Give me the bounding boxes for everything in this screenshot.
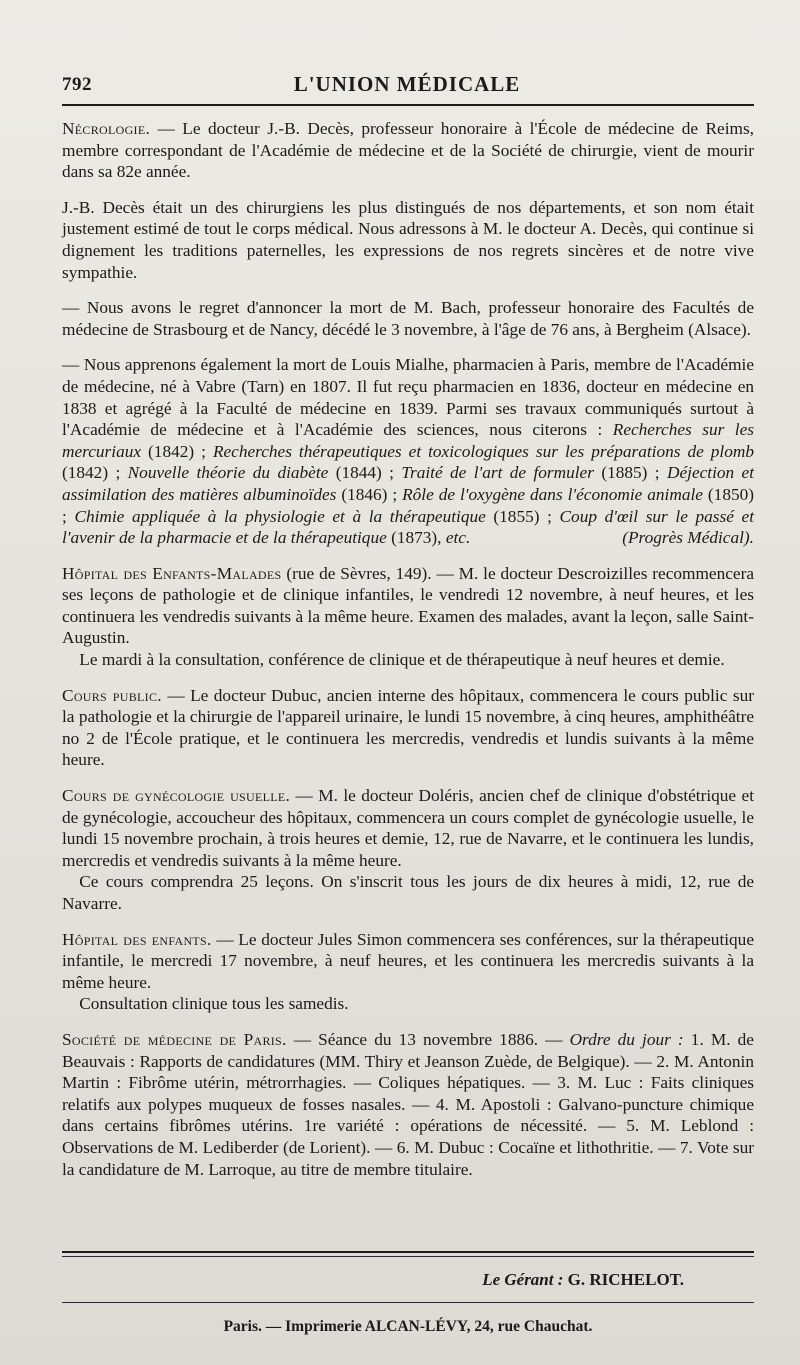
bach-text: — Nous avons le regret d'annoncer la mort de M. Bach, professeur honoraire des Facultés de médecine de Strasbourg et de Nancy, décédé le 3 novembre, à l'âge de 76 ans, à Bergheim (Alsace). [62,298,754,339]
societe-intro: — Séance du 13 novembre 1886. — [293,1029,563,1049]
gynecologie-text-2: Ce cours comprendra 25 leçons. On s'inscrit tous les jours de dix heures à midi, 12, rue de Navarre. [62,872,754,913]
footer-rule-top [62,1251,754,1253]
gynecologie-paragraph-2 [62,871,754,914]
work-year: (1873), [391,528,442,548]
hopital-enfants-text: — Le docteur Jules Simon commencera ses conférences, sur la thérapeutique infantile, le mercredi 17 novembre, à neuf heures, et les continuera les mercredis suivants à la même heure. [62,929,754,992]
enfants-malades-paragraph [62,563,754,649]
ordre-du-jour: Ordre du jour : [569,1029,684,1049]
enfants-malades-label: Hôpital des Enfants-Malades [62,563,282,583]
gynecologie-label: Cours de gynécologie usuelle. [62,786,291,806]
enfants-malades-paragraph-2 [62,649,754,671]
work-title: Coup d'œil sur le passé et l'avenir de la pharmacie et de la thérapeutique [62,506,754,548]
mialhe-paragraph [62,354,754,548]
work-title: Rôle de l'oxygène dans l'économie animale [402,484,703,504]
cours-public-label: Cours public. [62,685,162,705]
necrologie-paragraph-2 [62,197,754,283]
running-head [62,70,752,102]
work-title: Recherches thérapeutiques et toxicologiques sur les préparations de plomb [212,441,754,461]
footer-rule-bottom [62,1302,754,1303]
necrologie-paragraph [62,118,754,183]
work-title: Chimie appliquée à la physiologie et à la thérapeutique [74,506,486,526]
hopital-enfants-label: Hôpital des enfants. [62,929,212,949]
enfants-malades-text-2: Le mardi à la consultation, conférence de clinique et de thérapeutique à neuf heures et demie. [79,650,725,670]
necrologie-text: — Le docteur J.-B. Decès, professeur honoraire à l'École de médecine de Reims, membre correspondant de l'Académie de médecine et de la Société de chirurgie, vient de mourir dans sa 82e année. [62,119,755,182]
societe-text: 1. M. de Beauvais : Rapports de candidatures (MM. Thiry et Jeanson Zuède, de Belgique). — 2. M. Antonin Martin : Fibrôme utérin, métrorrhagies. — Coliques hépatiques. — 3. M. Luc : Faits cliniques relatifs aux polypes muqueux de fosses nasales. — 4. M. Apostoli : Galvano-puncture chimique dans certains fibrômes utérins. 1re variété : opérations de nécessité. — 5. M. Leblond : Observations de M. Lediberder (de Lorient). — 6. M. Dubuc : Cocaïne et lithothritie. — 7. Vote sur la candidature de M. Larroque, au titre de membre titulaire. [62,1029,754,1179]
necrologie-label: Nécrologie. [62,119,151,138]
work-year: (1842) ; [148,441,206,461]
page-number: 792 [62,74,92,95]
article-body [62,118,754,1180]
gerant-line [62,1270,684,1290]
cours-public-paragraph [62,685,754,771]
work-title: Traité de l'art de formuler [401,463,594,483]
bach-paragraph [62,297,754,340]
gynecologie-text: — M. le docteur Doléris, ancien chef de clinique d'obstétrique et de gynécologie, accoucheur des hôpitaux, commencera un cours complet de gynécologie usuelle, le lundi 15 novembre prochain, à trois heures et demie, 12, rue de Navarre, et le continuera les lundis, mercredis et vendredis suivants à la même heure. [62,786,754,870]
work-year: (1842) ; [62,463,121,483]
footer-rule-top-thin [62,1256,754,1257]
work-title: Déjection et assimilation des matières albuminoïdes [62,463,755,504]
enfants-malades-text: (rue de Sèvres, 149). — M. le docteur Descroizilles recommencera ses leçons de pathologie et de clinique infantiles, le vendredi 12 novembre, à neuf heures, et les continuera les vendredis suivants à la même heure. Examen des malades, avant la leçon, salle Saint-Augustin. [62,563,755,648]
journal-title: L'UNION MÉDICALE [293,72,521,96]
hopital-enfants-text-2: Consultation clinique tous les samedis. [79,994,349,1014]
mialhe-intro: — Nous apprenons également la mort de Louis Mialhe, pharmacien à Paris, membre de l'Académie de médecine, né à Vabre (Tarn) en 1807. Il fut reçu pharmacien en 1836, docteur en médecine en 1838 et agrégé à la Faculté de médecine en 1839. Parmi ses travaux communiqués surtout à l'Académie de médecine et à l'Académie des sciences, nous citerons : [62,355,754,440]
gynecologie-paragraph [62,785,754,871]
work-year: (1846) ; [341,484,398,504]
printer-imprint: Paris. — Imprimerie ALCAN-LÉVY, 24, rue Chauchat. [223,1318,593,1335]
etc-text: etc. [445,528,471,548]
necrologie-text-2: J.-B. Decès était un des chirurgiens les plus distingués de nos départements, et son nom était justement estimé de tout le corps médical. Nous adressons à M. le docteur A. Decès, qui continue si dignement les traditions paternelles, les expressions de nos regrets sincères et de notre vive sympathie. [62,197,754,282]
hopital-enfants-paragraph-2 [62,993,754,1015]
work-year: (1855) ; [493,506,552,526]
cours-public-text: — Le docteur Dubuc, ancien interne des hôpitaux, commencera le cours public sur la pathologie et la chirurgie de l'appareil urinaire, le lundi 15 novembre, à cinq heures, amphithéâtre no 2 de l'École pratique, et le continuera les mercredis, vendredis et lundis suivants à la même heure. [62,685,754,770]
hopital-enfants-paragraph [62,929,754,994]
societe-label: Société de médecine de Paris. [62,1029,287,1049]
work-year: (1850) ; [62,484,754,526]
work-title: Recherches sur les mercuriaux [62,420,754,461]
header-rule [62,104,754,106]
source-citation: (Progrès Médical). [622,528,754,548]
societe-paragraph [62,1029,754,1180]
work-year: (1885) ; [601,463,660,483]
work-year: (1844) ; [335,463,394,483]
gerant-label: Le Gérant : [482,1270,564,1289]
work-title: Nouvelle théorie du diabète [127,463,329,483]
gerant-name: G. RICHELOT. [567,1270,684,1289]
